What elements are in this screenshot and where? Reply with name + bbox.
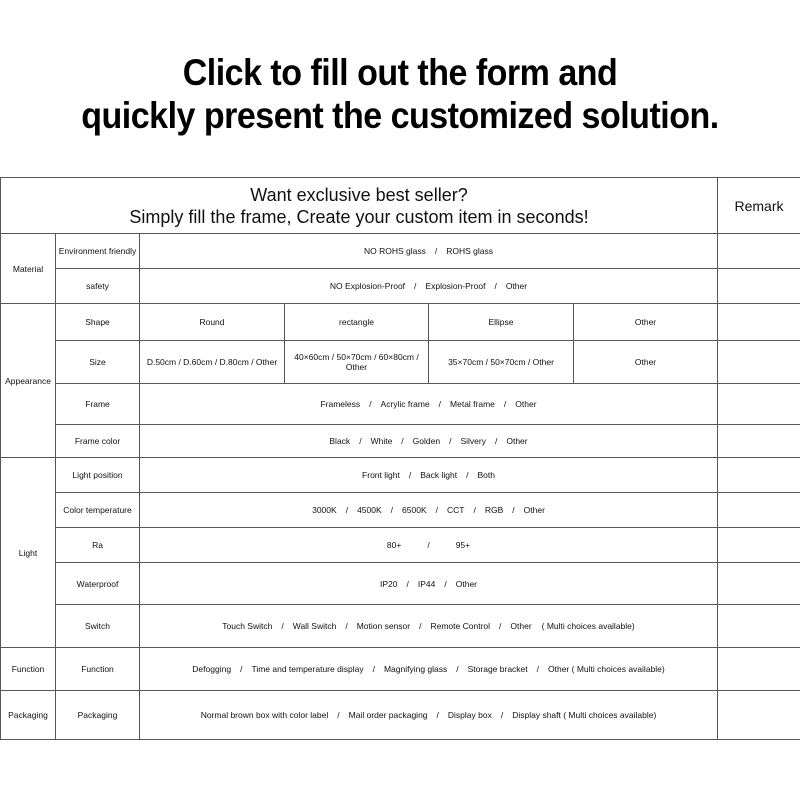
row-color-temperature: [1, 493, 800, 528]
option-separator: /: [427, 540, 430, 550]
options-safety[interactable]: [140, 269, 718, 304]
option-separator: /: [536, 664, 540, 674]
label-size: Size: [56, 341, 140, 384]
option-choice[interactable]: Display box: [447, 710, 492, 720]
remark-cell[interactable]: [718, 425, 800, 458]
option-choice[interactable]: Mail order packaging: [348, 710, 428, 720]
option-choice[interactable]: White: [370, 436, 393, 446]
intro-cell: [1, 178, 718, 234]
option-separator: /: [345, 621, 348, 631]
row-environment-friendly: [1, 234, 800, 269]
shape-option-rectangle[interactable]: rectangle: [285, 304, 429, 341]
remark-cell[interactable]: [718, 605, 800, 648]
option-choice[interactable]: Front light: [362, 470, 400, 480]
remark-cell[interactable]: [718, 691, 800, 740]
option-separator: /: [337, 710, 340, 720]
header-row: [1, 178, 800, 234]
remark-cell[interactable]: [718, 384, 800, 425]
options-function[interactable]: [140, 648, 718, 691]
option-choice[interactable]: RGB: [484, 505, 504, 515]
label-shape: Shape: [56, 304, 140, 341]
option-separator: /: [390, 505, 394, 515]
option-separator: /: [369, 399, 372, 409]
option-choice[interactable]: Other: [523, 505, 545, 515]
option-choice[interactable]: IP44: [417, 578, 436, 589]
option-choice[interactable]: Display shaft ( Multi choices available): [512, 710, 657, 720]
category-packaging: Packaging: [1, 691, 56, 740]
label-safety: safety: [56, 269, 140, 304]
option-separator: /: [406, 578, 409, 589]
option-separator: /: [434, 246, 438, 256]
remark-cell[interactable]: [718, 269, 800, 304]
option-separator: /: [372, 664, 375, 674]
options-frame-color[interactable]: [140, 425, 718, 458]
remark-cell[interactable]: [718, 458, 800, 493]
option-choice[interactable]: Normal brown box with color label: [200, 710, 329, 720]
option-choice[interactable]: Black: [329, 436, 351, 446]
category-appearance: Appearance: [1, 304, 56, 458]
remark-header: Remark: [718, 178, 800, 234]
option-choice[interactable]: Silvery: [460, 436, 486, 446]
size-option-rectangle[interactable]: 40×60cm / 50×70cm / 60×80cm / Other: [285, 341, 429, 384]
option-separator: /: [449, 436, 452, 446]
option-choice[interactable]: Both: [477, 470, 495, 480]
option-choice[interactable]: 80+: [386, 540, 402, 550]
label-color-temperature: Color temperature: [56, 493, 140, 528]
option-choice[interactable]: CCT: [447, 505, 465, 515]
option-choice[interactable]: Other: [515, 399, 537, 409]
customization-form-table: [0, 177, 800, 740]
option-choice[interactable]: 4500K: [357, 505, 382, 515]
remark-cell[interactable]: [718, 341, 800, 384]
intro-line-1: Want exclusive best seller?: [250, 184, 468, 205]
option-separator: /: [473, 505, 476, 515]
option-choice[interactable]: Back light: [420, 470, 458, 480]
row-light-position: [1, 458, 800, 493]
option-separator: /: [494, 281, 497, 291]
option-choice[interactable]: Other ( Multi choices available): [548, 664, 665, 674]
row-frame-color: [1, 425, 800, 458]
option-choice[interactable]: Explosion-Proof: [425, 281, 486, 291]
option-separator: /: [345, 505, 349, 515]
headline-line-2: quickly present the customized solution.: [81, 95, 719, 137]
option-choice[interactable]: ROHS glass: [446, 246, 494, 256]
option-choice[interactable]: Other: [510, 621, 532, 631]
options-environment-friendly[interactable]: [140, 234, 718, 269]
option-choice[interactable]: Wall Switch: [292, 621, 337, 631]
shape-option-round[interactable]: Round: [140, 304, 285, 341]
option-separator: /: [408, 470, 412, 480]
option-choice[interactable]: NO ROHS glass: [364, 246, 426, 256]
option-choice[interactable]: Defogging: [192, 664, 232, 674]
label-frame-color: Frame color: [56, 425, 140, 458]
option-separator: /: [359, 436, 362, 446]
label-packaging: Packaging: [56, 691, 140, 740]
options-waterproof[interactable]: [140, 563, 718, 605]
option-separator: /: [500, 710, 504, 720]
shape-option-ellipse[interactable]: Ellipse: [429, 304, 574, 341]
option-choice[interactable]: Golden: [412, 436, 441, 446]
option-separator: /: [436, 710, 439, 720]
remark-cell[interactable]: [718, 493, 800, 528]
row-ra: [1, 528, 800, 563]
option-separator: /: [419, 621, 422, 631]
option-choice[interactable]: Remote Control: [430, 621, 491, 631]
row-safety: [1, 269, 800, 304]
option-choice[interactable]: 95+: [455, 540, 471, 550]
category-function: Function: [1, 648, 56, 691]
option-separator: /: [444, 578, 447, 589]
label-frame: Frame: [56, 384, 140, 425]
option-choice[interactable]: IP20: [380, 578, 398, 589]
option-choice[interactable]: Other: [506, 436, 528, 446]
option-choice[interactable]: Magnifying glass: [383, 664, 448, 674]
category-material: Material: [1, 234, 56, 304]
row-frame: [1, 384, 800, 425]
options-ra[interactable]: [140, 528, 718, 563]
option-separator: /: [456, 664, 459, 674]
remark-cell[interactable]: [718, 563, 800, 605]
row-size: [1, 341, 800, 384]
label-environment-friendly: Environment friendly: [56, 234, 140, 269]
options-frame[interactable]: [140, 384, 718, 425]
row-shape: [1, 304, 800, 341]
option-choice[interactable]: Acrylic frame: [380, 399, 430, 409]
options-light-position[interactable]: [140, 458, 718, 493]
option-separator: /: [503, 399, 507, 409]
category-light: Light: [1, 458, 56, 648]
option-separator: /: [494, 436, 498, 446]
label-ra: Ra: [56, 528, 140, 563]
option-separator: /: [435, 505, 438, 515]
option-separator: /: [281, 621, 284, 631]
option-choice[interactable]: ( Multi choices available): [541, 621, 635, 631]
headline-line-1: Click to fill out the form and: [182, 52, 618, 94]
option-choice[interactable]: Other: [505, 281, 528, 291]
option-separator: /: [401, 436, 404, 446]
option-separator: /: [438, 399, 442, 409]
option-separator: /: [499, 621, 502, 631]
label-switch: Switch: [56, 605, 140, 648]
option-choice[interactable]: 3000K: [312, 505, 337, 515]
options-switch[interactable]: [140, 605, 718, 648]
option-choice[interactable]: Metal frame: [450, 399, 495, 409]
options-color-temperature[interactable]: [140, 493, 718, 528]
remark-cell[interactable]: [718, 304, 800, 341]
options-packaging[interactable]: [140, 691, 718, 740]
option-separator: /: [512, 505, 515, 515]
option-choice[interactable]: NO Explosion-Proof: [329, 281, 406, 291]
option-choice[interactable]: Other: [455, 578, 478, 589]
remark-cell[interactable]: [718, 234, 800, 269]
option-choice[interactable]: Time and temperature display: [251, 664, 364, 674]
row-function: [1, 648, 800, 691]
option-choice[interactable]: Frameless: [320, 399, 361, 409]
size-option-round[interactable]: D.50cm / D.60cm / D.80cm / Other: [140, 341, 285, 384]
label-waterproof: Waterproof: [56, 563, 140, 605]
option-choice[interactable]: Motion sensor: [356, 621, 411, 631]
option-choice[interactable]: 6500K: [402, 505, 427, 515]
intro-line-2: Simply fill the frame, Create your custom item in seconds!: [129, 206, 589, 227]
size-option-ellipse[interactable]: 35×70cm / 50×70cm / Other: [429, 341, 574, 384]
shape-option-other[interactable]: Other: [574, 304, 718, 341]
label-function: Function: [56, 648, 140, 691]
option-separator: /: [466, 470, 469, 480]
row-switch: [1, 605, 800, 648]
remark-cell[interactable]: [718, 648, 800, 691]
option-choice[interactable]: Storage bracket: [467, 664, 528, 674]
option-separator: /: [240, 664, 243, 674]
label-light-position: Light position: [56, 458, 140, 493]
size-option-other[interactable]: Other: [574, 341, 718, 384]
row-packaging: [1, 691, 800, 740]
row-waterproof: [1, 563, 800, 605]
option-choice[interactable]: Touch Switch: [222, 621, 273, 631]
remark-cell[interactable]: [718, 528, 800, 563]
option-separator: /: [414, 281, 417, 291]
